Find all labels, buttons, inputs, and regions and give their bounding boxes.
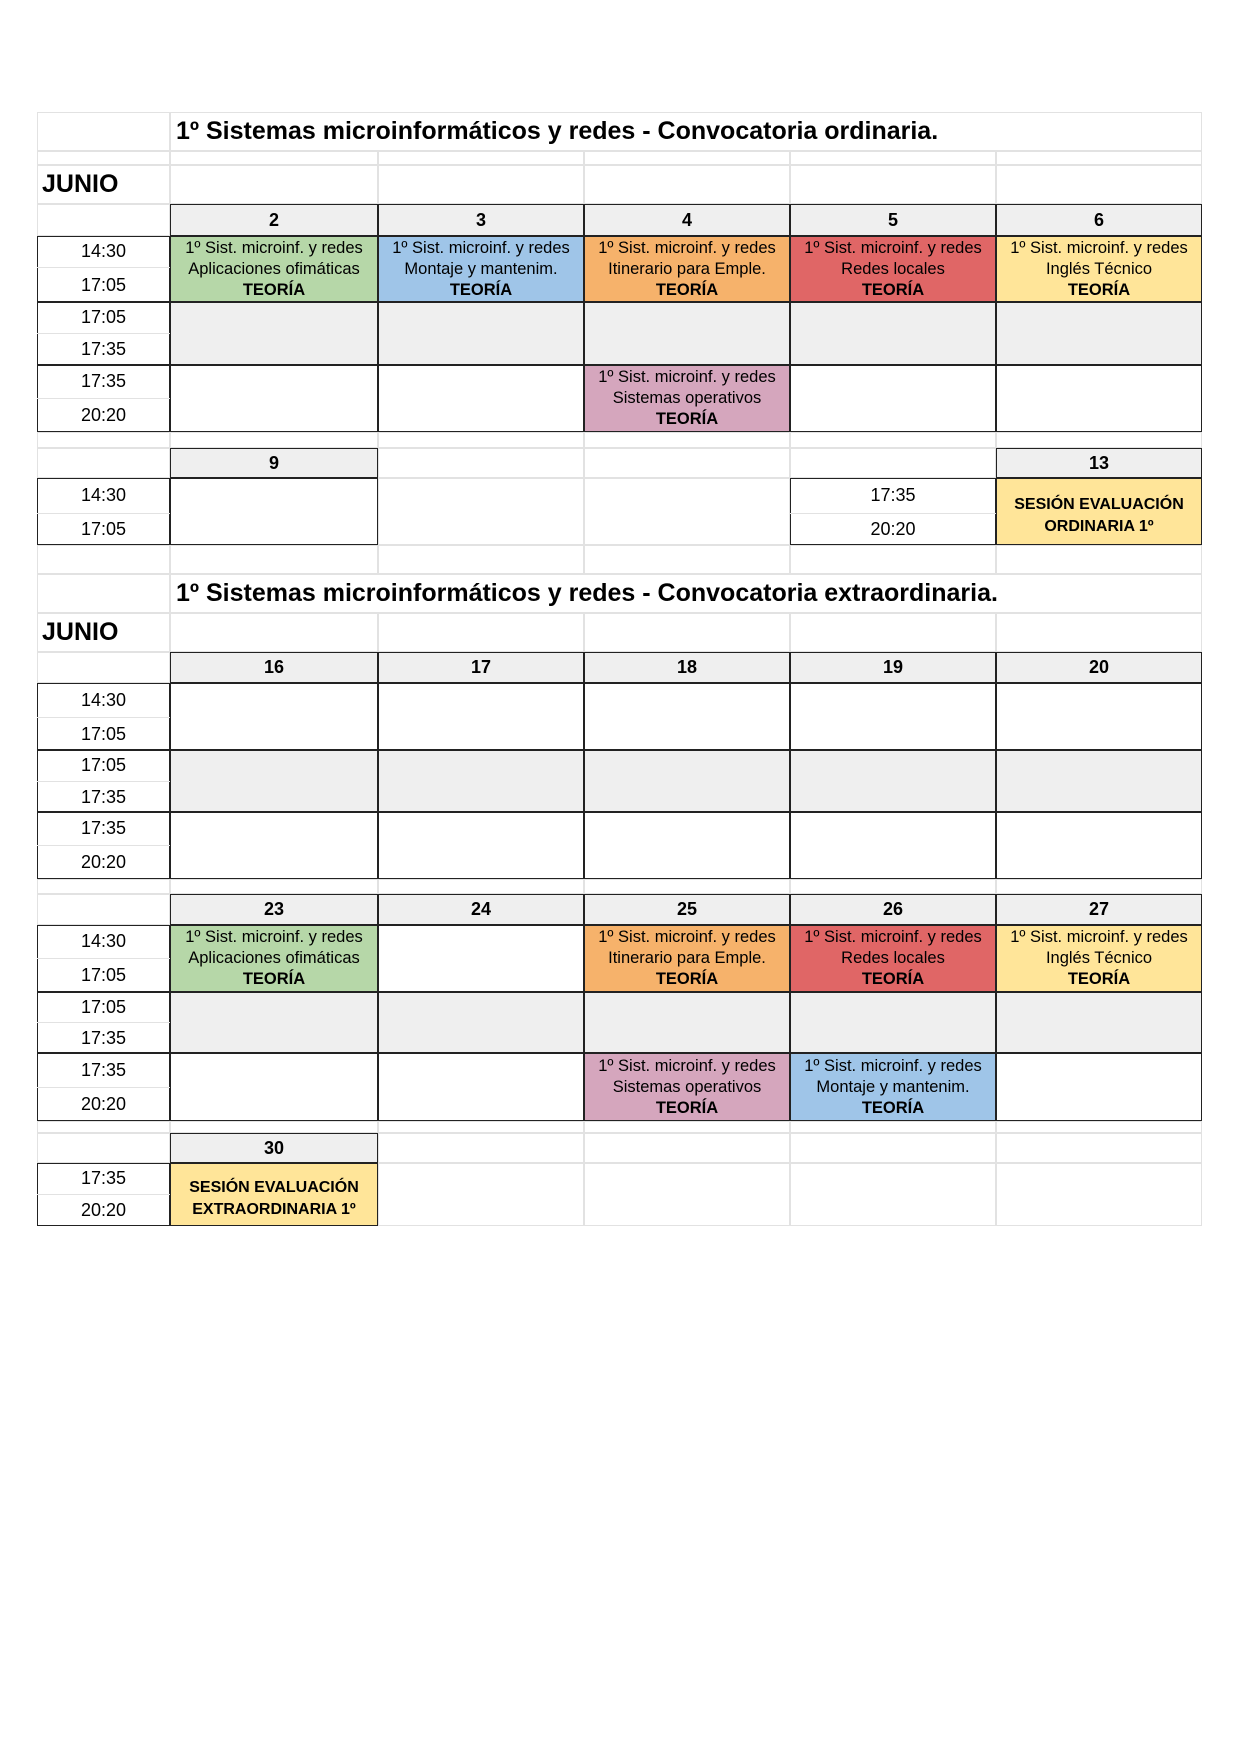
time-end: 17:35 bbox=[37, 333, 170, 365]
grid-cell bbox=[378, 1133, 584, 1163]
empty-slot-cell[interactable] bbox=[378, 925, 584, 992]
grid-cell bbox=[37, 448, 170, 478]
session-type-label: TEORÍA bbox=[242, 280, 306, 299]
grid-cell bbox=[170, 432, 378, 448]
subject-label: Sistemas operativos bbox=[612, 1077, 762, 1096]
grid-cell bbox=[790, 1163, 996, 1226]
grid-cell bbox=[584, 448, 790, 478]
grid-cell bbox=[996, 613, 1202, 652]
grid-cell bbox=[170, 151, 378, 165]
time-start: 14:30 bbox=[80, 931, 127, 951]
grid-cell bbox=[584, 151, 790, 165]
break-slot-cell[interactable] bbox=[170, 302, 378, 365]
grid-cell bbox=[790, 151, 996, 165]
class-group-label: 1º Sist. microinf. y redes bbox=[185, 928, 363, 946]
day-header: 23 bbox=[170, 894, 378, 925]
session-type-label: TEORÍA bbox=[655, 1098, 719, 1117]
time-end: 20:20 bbox=[790, 513, 996, 545]
class-group-label: 1º Sist. microinf. y redes bbox=[598, 1056, 776, 1075]
grid-cell bbox=[378, 478, 584, 545]
section-title-ordinaria: 1º Sistemas microinformáticos y redes - Convocatoria ordinaria. bbox=[176, 117, 939, 145]
session-type-label: TEORÍA bbox=[861, 280, 925, 299]
class-group-label: 1º Sist. microinf. y redes bbox=[1010, 928, 1188, 946]
grid-cell bbox=[37, 432, 170, 448]
class-group-label: 1º Sist. microinf. y redes bbox=[598, 368, 776, 386]
session-label-line2: ORDINARIA 1º bbox=[1044, 517, 1154, 535]
time-end: 20:20 bbox=[37, 845, 170, 879]
class-group-label: 1º Sist. microinf. y redes bbox=[1010, 238, 1188, 257]
grid-cell bbox=[170, 545, 378, 574]
break-slot-cell[interactable] bbox=[170, 750, 378, 812]
section-title-extraordinaria: 1º Sistemas microinformáticos y redes - Convocatoria extraordinaria. bbox=[176, 579, 998, 607]
time-end: 17:05 bbox=[37, 958, 170, 992]
subject-label: Montaje y mantenim. bbox=[404, 259, 558, 278]
grid-cell bbox=[37, 879, 170, 894]
grid-cell bbox=[584, 613, 790, 652]
grid-cell bbox=[378, 151, 584, 165]
empty-slot-cell[interactable] bbox=[170, 1053, 378, 1121]
time-start: 17:05 bbox=[80, 755, 127, 775]
subject-label: Aplicaciones ofimáticas bbox=[188, 949, 360, 967]
subject-label: Redes locales bbox=[841, 259, 945, 278]
class-cell[interactable] bbox=[378, 236, 584, 302]
grid-cell bbox=[790, 879, 996, 894]
grid-cell bbox=[37, 204, 170, 236]
class-group-label: 1º Sist. microinf. y redes bbox=[804, 238, 982, 257]
grid-cell bbox=[378, 879, 584, 894]
day-header: 30 bbox=[170, 1133, 378, 1163]
day-header: 6 bbox=[996, 204, 1202, 236]
break-slot-cell[interactable] bbox=[378, 992, 584, 1053]
class-group-label: 1º Sist. microinf. y redes bbox=[598, 928, 776, 946]
grid-cell bbox=[378, 545, 584, 574]
grid-cell bbox=[790, 545, 996, 574]
session-label-line1: SESIÓN EVALUACIÓN bbox=[189, 1178, 359, 1196]
subject-label: Itinerario para Emple. bbox=[608, 949, 766, 967]
day-header: 5 bbox=[790, 204, 996, 236]
break-slot-cell[interactable] bbox=[996, 302, 1202, 365]
grid-cell bbox=[170, 165, 378, 204]
empty-slot-cell[interactable] bbox=[378, 812, 584, 879]
empty-slot-cell[interactable] bbox=[996, 812, 1202, 879]
break-slot-cell[interactable] bbox=[378, 302, 584, 365]
grid-cell bbox=[584, 478, 790, 545]
grid-cell bbox=[996, 879, 1202, 894]
time-start: 17:35 bbox=[80, 371, 127, 391]
subject-label: Sistemas operativos bbox=[612, 389, 762, 407]
break-slot-cell[interactable] bbox=[996, 992, 1202, 1053]
time-start: 14:30 bbox=[80, 485, 127, 505]
day-header: 20 bbox=[996, 652, 1202, 683]
subject-label: Aplicaciones ofimáticas bbox=[188, 259, 360, 278]
grid-cell bbox=[378, 1163, 584, 1226]
grid-cell bbox=[170, 613, 378, 652]
day-header: 9 bbox=[170, 448, 378, 478]
empty-slot-cell[interactable] bbox=[170, 365, 378, 432]
class-group-label: 1º Sist. microinf. y redes bbox=[598, 238, 776, 257]
break-slot-cell[interactable] bbox=[790, 992, 996, 1053]
time-start: 17:05 bbox=[80, 996, 127, 1017]
grid-cell bbox=[584, 1133, 790, 1163]
day-header: 19 bbox=[790, 652, 996, 683]
grid-cell bbox=[790, 165, 996, 204]
day-header: 25 bbox=[584, 894, 790, 925]
grid-cell bbox=[996, 545, 1202, 574]
empty-slot-cell[interactable] bbox=[790, 812, 996, 879]
session-type-label: TEORÍA bbox=[655, 410, 719, 428]
break-slot-cell[interactable] bbox=[996, 750, 1202, 812]
empty-slot-cell[interactable] bbox=[996, 1053, 1202, 1121]
empty-slot-cell[interactable] bbox=[584, 683, 790, 750]
class-group-label: 1º Sist. microinf. y redes bbox=[804, 928, 982, 946]
empty-slot-cell[interactable] bbox=[170, 478, 378, 545]
grid-cell bbox=[790, 1133, 996, 1163]
time-start: 17:35 bbox=[870, 485, 916, 505]
grid-cell bbox=[170, 879, 378, 894]
evaluation-session-extraordinaria[interactable] bbox=[170, 1163, 378, 1226]
session-type-label: TEORÍA bbox=[1067, 970, 1131, 988]
month-label: JUNIO bbox=[42, 170, 119, 198]
day-header: 26 bbox=[790, 894, 996, 925]
time-start: 14:30 bbox=[80, 689, 127, 710]
day-header: 17 bbox=[378, 652, 584, 683]
empty-slot-cell[interactable] bbox=[378, 1053, 584, 1121]
time-start: 14:30 bbox=[80, 241, 127, 261]
grid-cell bbox=[170, 1121, 378, 1133]
session-type-label: TEORÍA bbox=[861, 970, 925, 988]
break-slot-cell[interactable] bbox=[170, 992, 378, 1053]
grid-cell bbox=[996, 1163, 1202, 1226]
empty-slot-cell[interactable] bbox=[996, 683, 1202, 750]
grid-cell bbox=[584, 545, 790, 574]
class-cell[interactable] bbox=[584, 925, 790, 992]
grid-cell bbox=[996, 1121, 1202, 1133]
break-slot-cell[interactable] bbox=[584, 302, 790, 365]
grid-cell bbox=[378, 165, 584, 204]
day-header: 3 bbox=[378, 204, 584, 236]
session-type-label: TEORÍA bbox=[242, 970, 306, 988]
class-cell[interactable] bbox=[790, 925, 996, 992]
time-end: 17:35 bbox=[37, 1022, 170, 1053]
break-slot-cell[interactable] bbox=[584, 750, 790, 812]
class-cell[interactable] bbox=[584, 365, 790, 432]
empty-slot-cell[interactable] bbox=[996, 365, 1202, 432]
class-cell[interactable] bbox=[996, 925, 1202, 992]
class-group-label: 1º Sist. microinf. y redes bbox=[185, 238, 363, 257]
grid-cell bbox=[378, 1121, 584, 1133]
class-cell[interactable] bbox=[790, 1053, 996, 1121]
time-end: 17:05 bbox=[37, 267, 170, 302]
grid-cell bbox=[37, 1133, 170, 1163]
grid-cell bbox=[378, 613, 584, 652]
subject-label: Inglés Técnico bbox=[1045, 259, 1153, 278]
grid-cell bbox=[584, 879, 790, 894]
grid-cell bbox=[37, 545, 170, 574]
subject-label: Redes locales bbox=[841, 949, 945, 967]
class-cell[interactable] bbox=[996, 236, 1202, 302]
grid-cell bbox=[378, 448, 584, 478]
empty-slot-cell[interactable] bbox=[790, 683, 996, 750]
day-header: 16 bbox=[170, 652, 378, 683]
empty-slot-cell[interactable] bbox=[170, 812, 378, 879]
day-header: 27 bbox=[996, 894, 1202, 925]
class-cell[interactable] bbox=[170, 925, 378, 992]
time-start: 17:35 bbox=[80, 818, 127, 838]
time-end: 17:05 bbox=[37, 717, 170, 750]
session-type-label: TEORÍA bbox=[655, 970, 719, 988]
grid-cell bbox=[37, 151, 170, 165]
session-label-line2: EXTRAORDINARIA 1º bbox=[192, 1200, 356, 1218]
grid-cell bbox=[37, 574, 170, 613]
day-header: 18 bbox=[584, 652, 790, 683]
session-type-label: TEORÍA bbox=[1067, 280, 1131, 299]
time-start: 17:35 bbox=[80, 1168, 127, 1188]
grid-cell bbox=[378, 432, 584, 448]
grid-cell bbox=[584, 1121, 790, 1133]
session-type-label: TEORÍA bbox=[449, 280, 513, 299]
grid-cell bbox=[790, 448, 996, 478]
day-header: 13 bbox=[996, 448, 1202, 478]
class-group-label: 1º Sist. microinf. y redes bbox=[804, 1056, 982, 1075]
grid-cell bbox=[790, 613, 996, 652]
time-start: 17:35 bbox=[80, 1059, 127, 1080]
break-slot-cell[interactable] bbox=[790, 302, 996, 365]
grid-cell bbox=[996, 165, 1202, 204]
time-start: 17:05 bbox=[80, 307, 127, 327]
grid-cell bbox=[790, 1121, 996, 1133]
time-end: 20:20 bbox=[37, 1087, 170, 1121]
subject-label: Inglés Técnico bbox=[1045, 949, 1153, 967]
grid-cell bbox=[996, 151, 1202, 165]
class-cell[interactable] bbox=[584, 1053, 790, 1121]
break-slot-cell[interactable] bbox=[584, 992, 790, 1053]
empty-slot-cell[interactable] bbox=[584, 812, 790, 879]
class-cell[interactable] bbox=[790, 236, 996, 302]
grid-cell bbox=[37, 894, 170, 925]
empty-slot-cell[interactable] bbox=[790, 365, 996, 432]
grid-cell bbox=[37, 652, 170, 683]
grid-cell bbox=[584, 432, 790, 448]
day-header: 2 bbox=[170, 204, 378, 236]
empty-slot-cell[interactable] bbox=[170, 683, 378, 750]
break-slot-cell[interactable] bbox=[790, 750, 996, 812]
class-group-label: 1º Sist. microinf. y redes bbox=[392, 238, 570, 257]
grid-cell bbox=[996, 1133, 1202, 1163]
time-end: 20:20 bbox=[37, 1194, 170, 1226]
day-header: 24 bbox=[378, 894, 584, 925]
grid-cell bbox=[37, 112, 170, 151]
empty-slot-cell[interactable] bbox=[378, 365, 584, 432]
break-slot-cell[interactable] bbox=[378, 750, 584, 812]
session-type-label: TEORÍA bbox=[655, 280, 719, 299]
grid-cell bbox=[584, 1163, 790, 1226]
class-cell[interactable] bbox=[170, 236, 378, 302]
grid-cell bbox=[37, 1121, 170, 1133]
session-label-line1: SESIÓN EVALUACIÓN bbox=[1014, 495, 1184, 513]
time-end: 17:35 bbox=[37, 781, 170, 812]
class-cell[interactable] bbox=[584, 236, 790, 302]
subject-label: Itinerario para Emple. bbox=[608, 259, 766, 278]
day-header: 4 bbox=[584, 204, 790, 236]
time-end: 20:20 bbox=[37, 398, 170, 432]
empty-slot-cell[interactable] bbox=[378, 683, 584, 750]
subject-label: Montaje y mantenim. bbox=[816, 1077, 970, 1096]
time-end: 17:05 bbox=[37, 513, 170, 545]
evaluation-session-ordinaria[interactable] bbox=[996, 478, 1202, 545]
grid-cell bbox=[996, 432, 1202, 448]
grid-cell bbox=[584, 165, 790, 204]
grid-cell bbox=[790, 432, 996, 448]
session-type-label: TEORÍA bbox=[861, 1098, 925, 1117]
month-label: JUNIO bbox=[42, 618, 119, 646]
